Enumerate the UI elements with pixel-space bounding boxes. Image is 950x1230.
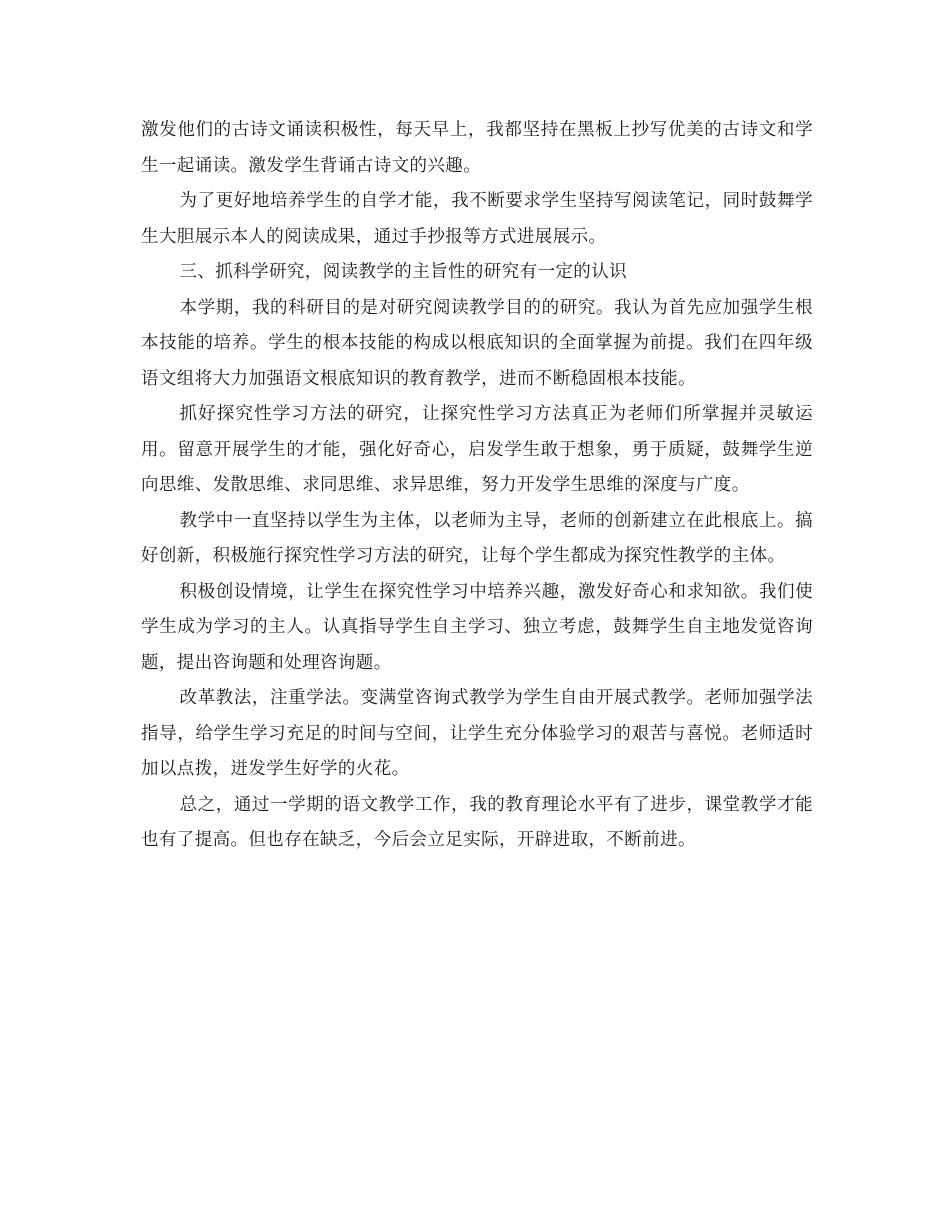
- paragraph-4: 抓好探究性学习方法的研究，让探究性学习方法真正为老师们所掌握并灵敏运用。留意开展学生的才能，强化好奇心，启发学生敢于想象，勇于质疑，鼓舞学生逆向思维、发散思维、求同思维、求异思维，努力开发学生思维的深度与广度。: [141, 404, 813, 495]
- section-heading: 三、抓科学研究，阅读教学的主旨性的研究有一定的认识: [179, 262, 627, 282]
- paragraph-3: 本学期，我的科研目的是对研究阅读教学目的的研究。我认为首先应加强学生根本技能的培养。学生的根本技能的构成以根底知识的全面掌握为前提。我们在四年级语文组将大力加强语文根底知识的教育教学，进而不断稳固根本技能。: [141, 297, 813, 389]
- paragraph-5: 教学中一直坚持以学生为主体，以老师为主导，老师的创新建立在此根底上。搞好创新，积极施行探究性学习方法的研究，让每个学生都成为探究性教学的主体。: [141, 510, 813, 566]
- document-body: [141, 113, 813, 859]
- paragraph-2: 为了更好地培养学生的自学才能，我不断要求学生坚持写阅读笔记，同时鼓舞学生大胆展示本人的阅读成果，通过手抄报等方式进展展示。: [141, 191, 813, 247]
- paragraph-7: 改革教法，注重学法。变满堂咨询式教学为学生自由开展式教学。老师加强学法指导，给学生学习充足的时间与空间，让学生充分体验学习的艰苦与喜悦。老师适时加以点拨，迸发学生好学的火花。: [141, 688, 813, 779]
- paragraph-1: 激发他们的古诗文诵读积极性，每天早上，我都坚持在黑板上抄写优美的古诗文和学生一起诵读。激发学生背诵古诗文的兴趣。: [141, 120, 813, 176]
- paragraph-8: 总之，通过一学期的语文教学工作，我的教育理论水平有了进步，课堂教学才能也有了提高。但也存在缺乏，今后会立足实际，开辟进取，不断前进。: [141, 794, 813, 850]
- paragraph-6: 积极创设情境，让学生在探究性学习中培养兴趣，激发好奇心和求知欲。我们使学生成为学习的主人。认真指导学生自主学习、独立考虑，鼓舞学生自主地发觉咨询题，提出咨询题和处理咨询题。: [141, 581, 813, 673]
